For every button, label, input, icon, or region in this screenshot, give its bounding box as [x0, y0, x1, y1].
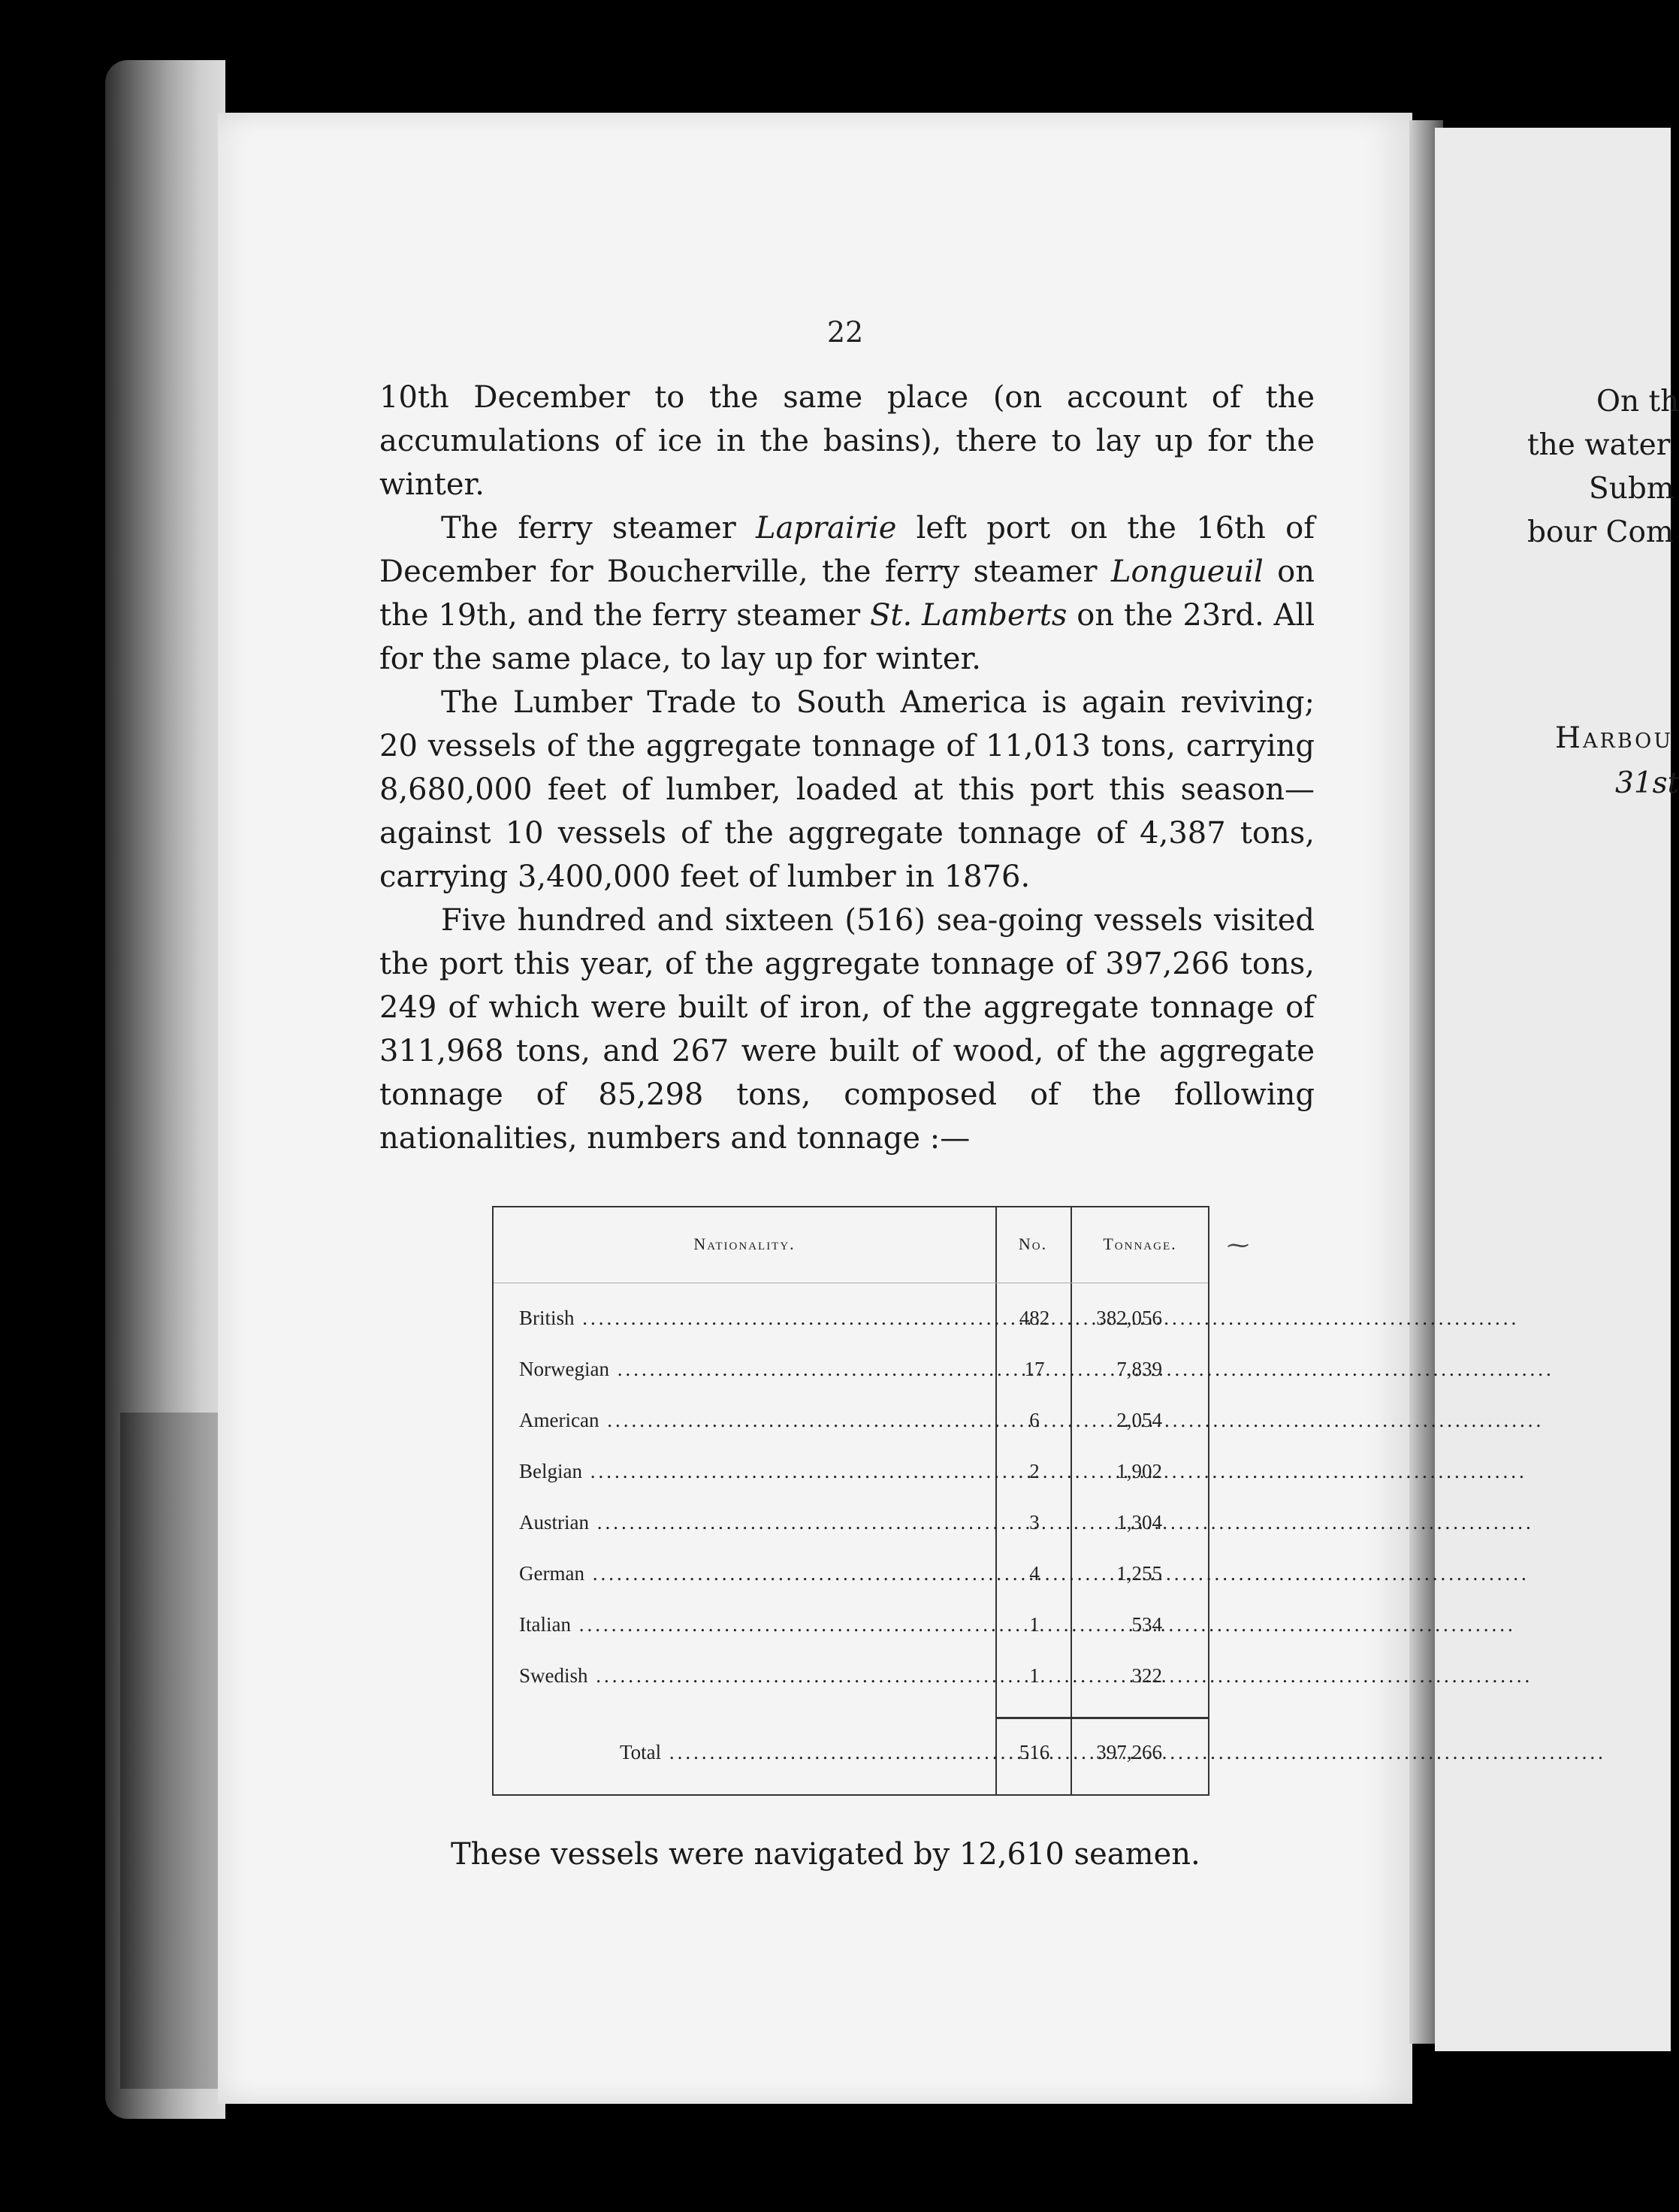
text-run: on the 23rd. All for the same place, to lay up for winter.: [379, 598, 1315, 676]
tonnage-cell: 7,839: [1116, 1358, 1162, 1380]
paragraph-ferry-steamers: [379, 506, 1315, 681]
number-cell: 1: [1029, 1664, 1040, 1687]
nationality-cell: Belgian .....: [519, 1460, 992, 1483]
number-cell: 3: [1029, 1511, 1040, 1534]
body-text: [379, 376, 1315, 1160]
right-page-line: 31st: [1615, 766, 1679, 800]
paragraph-lumber-trade: The Lumber Trade to South America is again reviving; 20 vessels of the aggregate tonnage of 11,013 tons, carrying 8,680,000 feet of lumber, loaded at this port this season—against 10 vessels of the aggregate tonnage of 4,387 tons, carrying 3,400,000 feet of lumber in 1876.: [379, 685, 1315, 894]
number-cell: 1: [1029, 1613, 1040, 1636]
total-rule: [997, 1717, 1208, 1719]
tonnage-cell: 382,056: [1096, 1307, 1162, 1329]
closing-line: These vessels were navigated by 12,610 seamen.: [451, 1837, 1200, 1872]
tonnage-cell: 534: [1131, 1613, 1162, 1636]
column-divider: [995, 1207, 997, 1794]
total-tonnage: 397,266: [1096, 1741, 1162, 1763]
number-cell: 2: [1029, 1460, 1040, 1482]
nationality-cell: Italian .....: [519, 1613, 992, 1636]
total-number: 516: [1019, 1741, 1050, 1763]
tonnage-cell: 1,255: [1116, 1562, 1162, 1585]
margin-mark: ⁓: [1227, 1232, 1249, 1259]
table-row: [494, 1358, 1208, 1388]
header-number: No.: [1018, 1234, 1048, 1253]
nationality-cell: Swedish .....: [519, 1664, 992, 1688]
table-row: [494, 1664, 1208, 1694]
table-row: [494, 1511, 1208, 1541]
text-run: left port on the 16th of December for Boucherville, the ferry steamer: [379, 511, 1315, 589]
nationality-cell: German .....: [519, 1562, 992, 1585]
total-row: [494, 1741, 1208, 1771]
number-cell: 6: [1029, 1409, 1040, 1431]
table-row: [494, 1613, 1208, 1643]
page-edge-stack: [105, 60, 225, 2119]
right-page-line: On th: [1596, 385, 1679, 419]
paragraph-continuation: 10th December to the same place (on account of the accumulations of ice in the basins), there to lay up for the winter.: [379, 380, 1315, 502]
right-page-line: Subm: [1589, 472, 1674, 506]
nationality-cell: American .....: [519, 1409, 992, 1432]
page-number: 22: [826, 316, 864, 349]
table-row: [494, 1460, 1208, 1490]
number-cell: 17: [1024, 1358, 1045, 1380]
tonnage-cell: 2,054: [1116, 1409, 1162, 1431]
tonnage-cell: 322: [1131, 1664, 1162, 1687]
right-page-line: Harbou: [1555, 721, 1674, 755]
text-run: The ferry steamer: [441, 511, 756, 545]
total-label: Total .....: [620, 1741, 992, 1764]
nationality-cell: Austrian .....: [519, 1511, 992, 1534]
number-cell: 482: [1019, 1307, 1050, 1329]
ship-name: St. Lamberts: [870, 598, 1067, 633]
nationality-cell: British .....: [519, 1307, 992, 1330]
table-row: [494, 1409, 1208, 1439]
table-row: [494, 1307, 1208, 1337]
right-page-line: bour Com: [1527, 515, 1674, 549]
ship-name: Laprairie: [756, 511, 897, 545]
header-nationality: Nationality.: [693, 1234, 796, 1253]
column-divider: [1071, 1207, 1072, 1794]
tonnage-cell: 1,304: [1116, 1511, 1162, 1534]
tonnage-cell: 1,902: [1116, 1460, 1162, 1482]
nationality-table: [492, 1206, 1209, 1796]
text-run: on the 19th, and the ferry steamer: [379, 555, 1315, 633]
table-row: [494, 1562, 1208, 1592]
paragraph-sea-going-vessels: Five hundred and sixteen (516) sea-going vessels visited the port this year, of the aggregate tonnage of 397,266 tons, 249 of which were built of iron, of the aggregate tonnage of 311,968 tons, and 267 were built of wood, of the aggregate tonnage of 85,298 tons, composed of the following nationalities, numbers and tonnage :—: [379, 903, 1315, 1156]
right-page-line: the water: [1527, 428, 1671, 462]
number-cell: 4: [1029, 1562, 1040, 1585]
ship-name: Longueuil: [1110, 555, 1264, 589]
header-tonnage: Tonnage.: [1103, 1234, 1177, 1253]
nationality-cell: Norwegian .....: [519, 1358, 992, 1381]
